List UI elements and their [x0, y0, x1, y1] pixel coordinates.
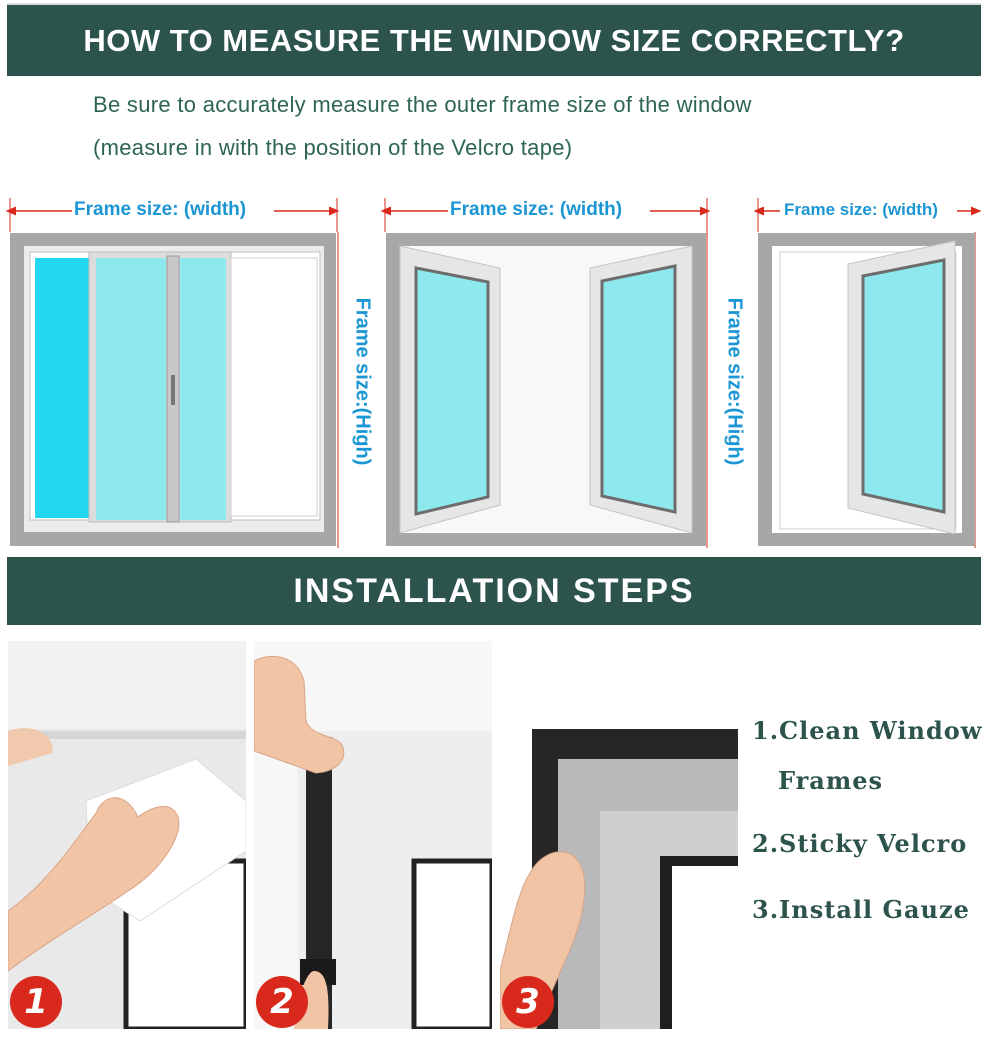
- install-heading: INSTALLATION STEPS: [293, 571, 695, 610]
- step-1-label: 1.Clean Window: [752, 716, 983, 745]
- intro-line-1: Be sure to accurately measure the outer frame size of the window: [93, 92, 752, 117]
- step-3-label: 3.Install Gauze: [752, 895, 970, 924]
- step-3-photo: [500, 641, 738, 1029]
- step-3-badge: 3: [502, 976, 554, 1028]
- height-label-1: Frame size:(High): [351, 297, 374, 466]
- step-2-badge: 2: [256, 976, 308, 1028]
- width-label-3: Frame size: (width): [784, 200, 938, 219]
- casement-single-diagram: [758, 233, 975, 546]
- step-1-photo: [8, 641, 246, 1029]
- height-label-2: Frame size:(High): [723, 297, 746, 466]
- intro-line-2: (measure in with the position of the Velcro tape): [93, 135, 573, 160]
- casement-double-diagram: [386, 233, 706, 546]
- step-2-label: 2.Sticky Velcro: [752, 829, 968, 858]
- width-label-2: Frame size: (width): [450, 199, 623, 220]
- install-heading-banner: [7, 557, 981, 625]
- sliding-window-diagram: [10, 233, 336, 546]
- step-2-photo: [254, 641, 492, 1029]
- step-1-badge: 1: [10, 976, 62, 1028]
- step-1-label-cont: Frames: [778, 766, 883, 795]
- width-label-1: Frame size: (width): [74, 199, 247, 220]
- measure-heading: HOW TO MEASURE THE WINDOW SIZE CORRECTLY?: [83, 22, 905, 58]
